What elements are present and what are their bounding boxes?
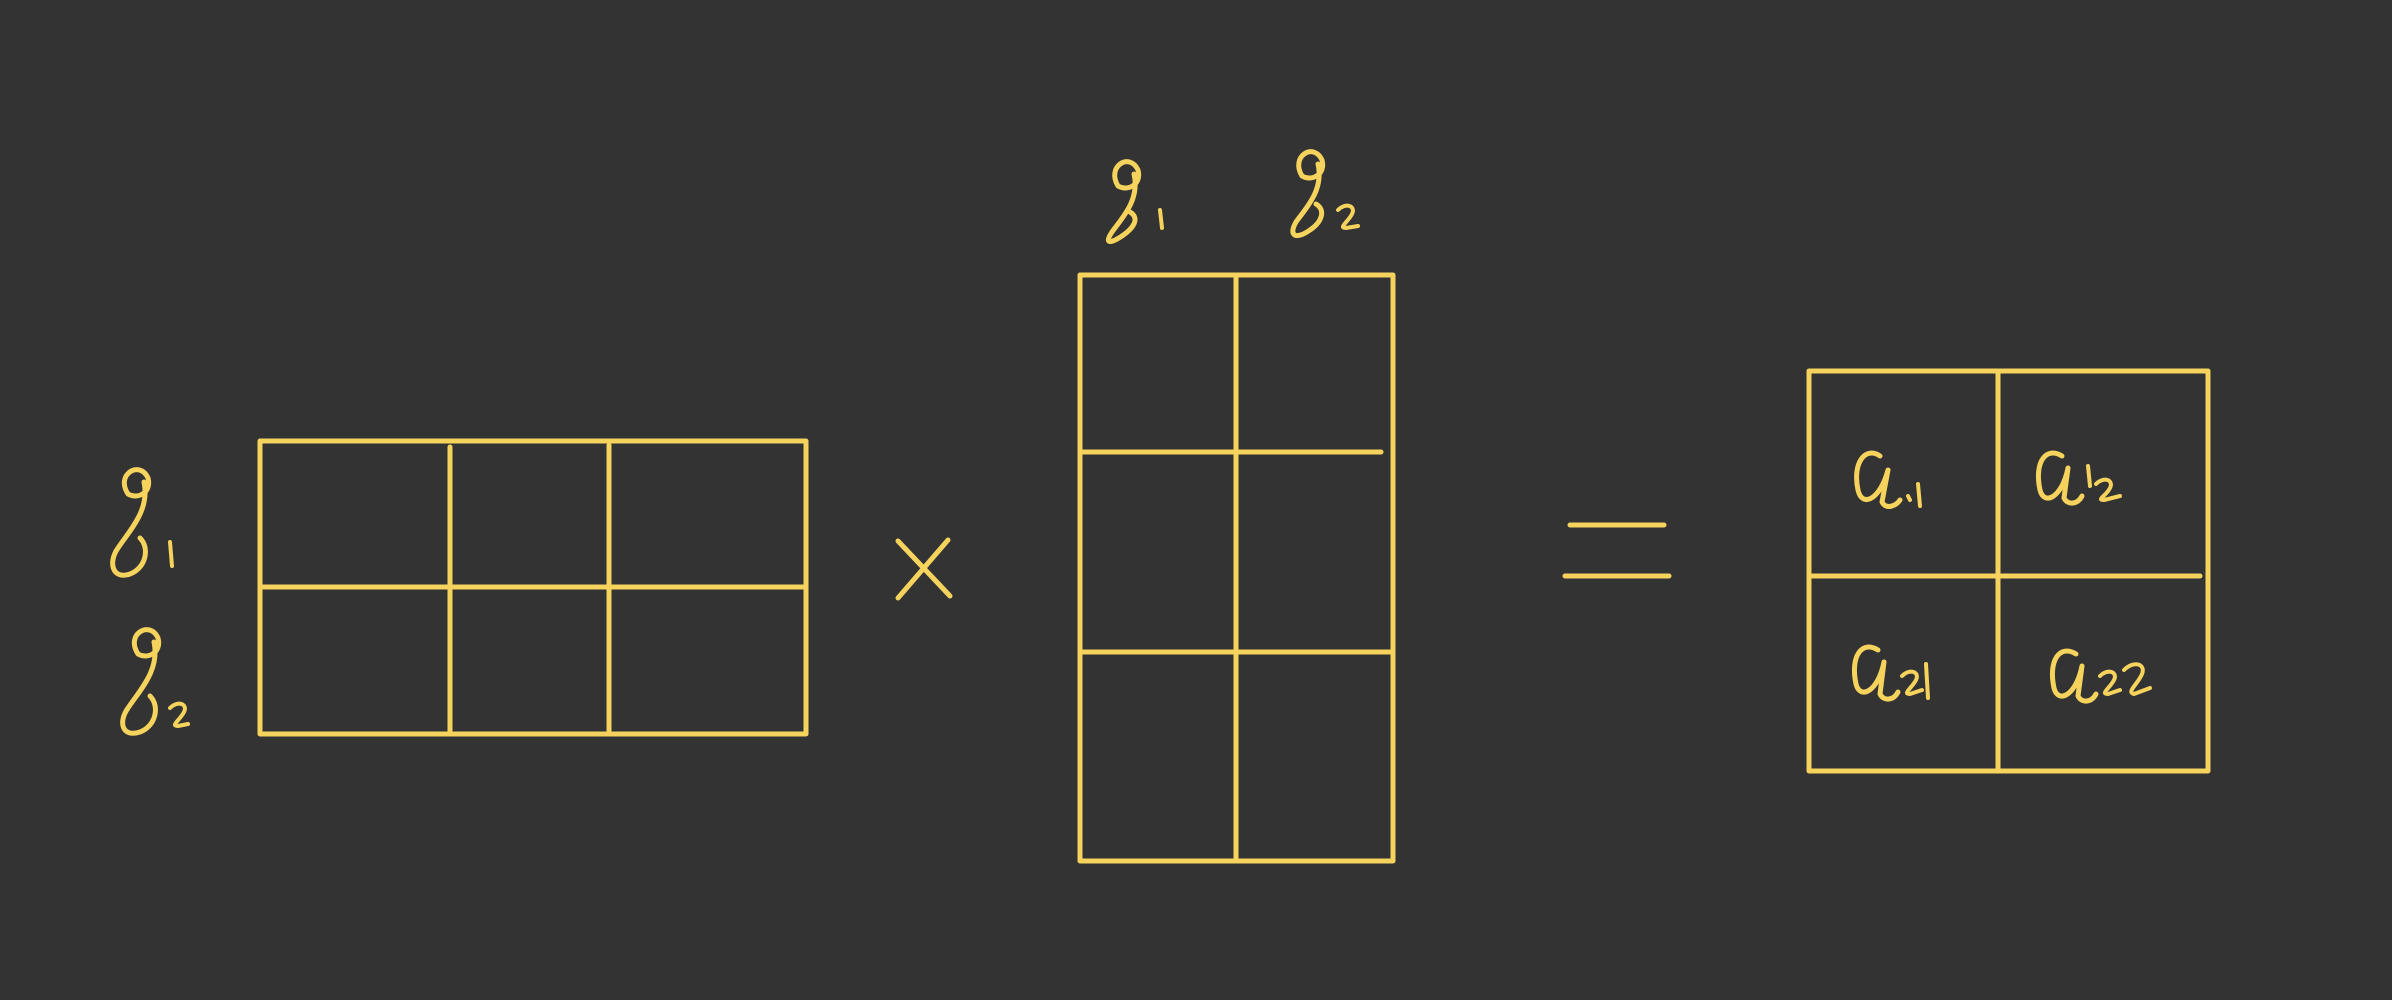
equals-operator xyxy=(1565,525,1669,576)
right-col-label-q1-text: q1 xyxy=(1135,220,1137,221)
left-row-label-q2 xyxy=(123,630,188,734)
left-row-label-q1 xyxy=(113,470,172,575)
right-col-label-q2-text: q2 xyxy=(1320,220,1322,221)
result-cell-a12-text: a12 xyxy=(2080,480,2082,481)
result-cell-a12 xyxy=(2038,453,2120,503)
right-matrix xyxy=(1080,275,1393,861)
equals-operator-text: = xyxy=(1618,555,1619,556)
result-cell-a11 xyxy=(1857,453,1920,506)
multiply-operator xyxy=(898,540,950,598)
left-row-label-q1-text: q1 xyxy=(150,545,152,546)
left-row-label-q2-text: q2 xyxy=(150,715,152,716)
multiply-operator-text: × xyxy=(925,570,926,571)
result-cell-a22 xyxy=(2052,651,2150,701)
result-matrix-border xyxy=(1809,371,2208,771)
result-matrix xyxy=(1809,371,2208,771)
result-cell-a21 xyxy=(1854,647,1928,699)
right-col-label-q2 xyxy=(1293,152,1358,236)
result-cell-a21-text: a21 xyxy=(1895,675,1897,676)
right-col-label-q1 xyxy=(1108,162,1162,242)
left-matrix xyxy=(260,441,806,734)
result-cell-a11-text: a11 xyxy=(1895,480,1897,481)
result-cell-a22-text: a22 xyxy=(2090,675,2092,676)
